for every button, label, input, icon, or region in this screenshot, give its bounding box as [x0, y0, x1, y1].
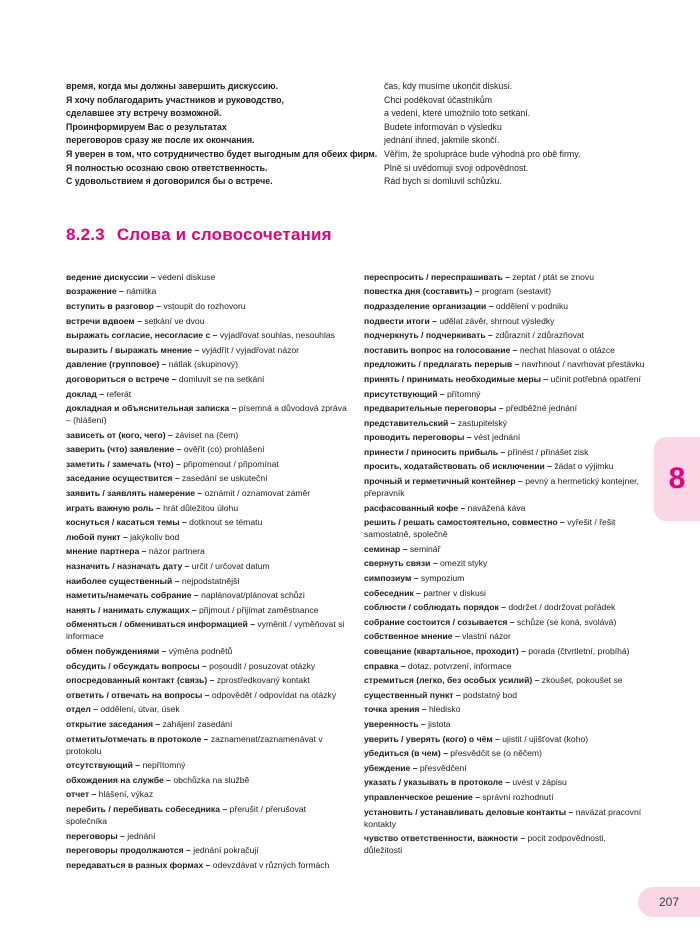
vocab-entry [66, 285, 348, 297]
vocab-term: заметить / замечать (что) – [66, 458, 184, 469]
vocab-term: докладная и объяснительная записка – [66, 403, 239, 414]
vocab-translation: naplánovat/plánovat schůzi [201, 590, 305, 601]
vocab-term: зависеть от (кого, чего) – [66, 429, 176, 440]
vocab-translation: zdůraznit / zdůrazňovat [495, 330, 585, 341]
vocab-entry [364, 747, 646, 759]
vocab-entry [66, 844, 348, 856]
vocab-term: отдел – [66, 704, 101, 715]
vocab-entry [66, 604, 348, 616]
vocab-translation: přijmout / přijímat zaměstnance [199, 604, 319, 615]
vocab-term: существенный пункт – [364, 689, 464, 700]
vocab-term: заседание осуществится – [66, 473, 182, 484]
vocab-translation: uvést v zápisu [512, 777, 567, 788]
vocab-translation: předběžné jednání [505, 403, 578, 414]
vocab-term: соблюсти / соблюдать порядок – [364, 602, 509, 613]
vocab-term: ведение дискуссии – [66, 271, 158, 282]
vocab-term: решить / решать самостоятельно, совместно – [364, 517, 568, 528]
vocab-translation: vést jednání [473, 432, 521, 443]
vocab-entry [364, 516, 646, 540]
vocab-entry [66, 560, 348, 572]
vocab-translation: setkání ve dvou [144, 315, 205, 326]
vocab-term: представительский – [364, 417, 458, 428]
vocab-entry [66, 344, 348, 356]
vocab-term: собеседник – [364, 587, 424, 598]
vocab-translation: ověřit (co) prohlášení [183, 444, 265, 455]
vocab-term: принять / принимать необходимые меры – [364, 373, 551, 384]
vocab-translation: písemná a důvodová zpráva – (hlášení) [66, 403, 347, 426]
vocab-term: коснуться / касаться темы – [66, 517, 190, 528]
vocab-entry [66, 472, 348, 484]
vocab-entry [364, 388, 646, 400]
vocab-term: открытие заседания – [66, 718, 163, 729]
vocab-entry [364, 806, 646, 830]
vocab-term: ответить / отвечать на вопросы – [66, 689, 212, 700]
vocab-translation: vstoupit do rozhovoru [163, 300, 246, 311]
vocab-translation: program (sestavit) [481, 286, 552, 297]
phrase-line-ru: С удовольствием я договорился бы о встрече. [66, 176, 273, 187]
vocab-entry [66, 803, 348, 827]
page-content [66, 80, 645, 873]
vocab-entry [66, 329, 348, 341]
vocab-term: заверить (что) заявление – [66, 444, 184, 455]
vocab-term: обменяться / обмениваться информацией – [66, 619, 258, 630]
vocab-translation: hlášení, výkaz [98, 789, 154, 800]
vocab-entry [364, 502, 646, 514]
vocab-entry [364, 762, 646, 774]
vocab-translation: nejpodstatnější [181, 575, 240, 586]
vocab-entry [66, 358, 348, 370]
phrase-line-ru: сделавшее эту встречу возможной. [66, 108, 222, 119]
vocab-entry [66, 300, 348, 312]
phrase-line-cs: Rád bych si domluvil schůzku. [384, 176, 502, 187]
vocab-term: симпозиум – [364, 573, 421, 584]
vocab-translation: vyměnit / vyměňovat si informace [66, 619, 345, 642]
vocab-term: играть важную роль – [66, 502, 164, 513]
vocab-right-column [364, 271, 646, 874]
vocab-term: обсудить / обсуждать вопросы – [66, 660, 210, 671]
vocab-translation: námitka [126, 286, 157, 297]
phrase-line-ru: Я хочу поблагодарить участников и руководство, [66, 94, 284, 105]
vocab-translation: zaznamenat/zaznamenávat v protokolu [66, 733, 323, 756]
vocab-entry [66, 458, 348, 470]
vocab-translation: oddělení v podniku [495, 300, 569, 311]
vocab-term: поставить вопрос на голосование – [364, 344, 520, 355]
vocab-entry [66, 788, 348, 800]
vocab-entry [66, 618, 348, 642]
vocab-entry [364, 446, 646, 458]
vocab-term: наметить/намечать собрание – [66, 590, 202, 601]
vocab-entry [364, 285, 646, 297]
vocab-entry [66, 502, 348, 514]
vocab-translation: domluvit se na setkání [178, 373, 265, 384]
vocab-entry [364, 572, 646, 584]
vocab-term: уверенность – [364, 718, 429, 729]
vocab-entry [364, 587, 646, 599]
phrase-line-ru: Я полностью осознаю свою ответственность. [66, 162, 268, 173]
vocab-translation: přesvědčit se (o něčem) [450, 748, 542, 759]
vocab-entry [66, 589, 348, 601]
vocab-entry [66, 660, 348, 672]
vocab-translation: přinést / přinášet zisk [507, 446, 589, 457]
vocab-entry [364, 358, 646, 370]
vocab-term: убеждение – [364, 762, 420, 773]
vocab-term: нанять / нанимать служащих – [66, 604, 200, 615]
vocab-translation: vedení diskuse [157, 271, 216, 282]
vocab-term: обмен побуждениями – [66, 646, 169, 656]
vocab-translation: připomenout / připomínat [183, 458, 279, 469]
vocab-term: уверить / уверять (кого) о чём – [364, 733, 503, 744]
vocab-entry [364, 543, 646, 555]
vocab-term: мнение партнера – [66, 546, 149, 557]
vocab-translation: udělat závěr, shrnout výsledky [439, 315, 555, 326]
vocab-entry [364, 703, 646, 715]
vocab-entry [66, 373, 348, 385]
vocab-translation: záviset na (čem) [175, 429, 239, 440]
vocab-entry [66, 271, 348, 283]
vocab-term: собственное мнение – [364, 631, 463, 642]
intro-russian-column [66, 80, 384, 189]
vocab-translation: sympozium [420, 573, 465, 584]
vocab-left-column [66, 271, 348, 874]
vocab-translation: nátlak (skupinový) [168, 359, 239, 370]
vocab-term: любой пункт – [66, 531, 131, 542]
vocab-term: справка – [364, 660, 408, 671]
chapter-tab [654, 437, 700, 521]
vocab-entry [364, 616, 646, 628]
vocab-translation: odpovědět / odpovídat na otázky [211, 689, 337, 700]
vocab-term: передаваться в разных формах – [66, 859, 213, 870]
vocab-translation: přerušit / přerušovat společníka [66, 803, 306, 826]
vocab-translation: oddělení, útvar, úsek [100, 704, 180, 715]
phrase-line-cs: jednání ihned, jakmile skončí. [384, 135, 500, 146]
vocab-translation: vyjádřit / vyjadřovat názor [201, 344, 300, 355]
vocab-term: заявить / заявлять намерение – [66, 488, 205, 499]
vocab-entry [66, 689, 348, 701]
vocab-term: просить, ходатайствовать об исключении – [364, 461, 555, 472]
vocab-entry [66, 402, 348, 426]
vocab-term: собрание состоится / созывается – [364, 616, 517, 627]
vocab-entry [66, 531, 348, 543]
vocab-entry [364, 329, 646, 341]
vocab-entry [364, 344, 646, 356]
vocab-term: свернуть связи – [364, 558, 441, 569]
phrase-line-cs: Věřím, že spolupráce bude výhodná pro obě firmy. [384, 148, 581, 159]
vocab-translation: učinit potřebná opatření [550, 373, 641, 384]
vocab-entry [66, 759, 348, 771]
phrase-line-ru: время, когда мы должны завершить дискуссию. [66, 81, 279, 91]
vocab-translation: výměna podnětů [168, 646, 233, 656]
vocab-term: повестка дня (составить) – [364, 286, 482, 297]
vocab-term: выражать согласие, несогласие с – [66, 330, 220, 341]
vocab-term: указать / указывать в протоколе – [364, 777, 513, 788]
vocab-term: подчеркнуть / подчеркивать – [364, 330, 496, 341]
vocab-term: присутствующий – [364, 388, 448, 399]
chapter-number: 8 [668, 462, 686, 495]
phrase-line-cs: čas, kdy musíme ukončit diskusi. [384, 81, 513, 91]
vocab-term: отметить/отмечать в протоколе – [66, 733, 211, 744]
vocab-translation: navázat pracovní kontakty [364, 806, 642, 829]
vocab-entry [364, 733, 646, 745]
vocab-term: прочный и герметичный контейнер – [364, 476, 526, 487]
vocab-translation: partner v diskusi [423, 587, 486, 598]
vocab-entry [364, 557, 646, 569]
vocab-translation: ujistit / ujišťovat (koho) [502, 733, 589, 744]
vocab-entry [364, 417, 646, 429]
vocab-term: давление (групповое) – [66, 359, 169, 370]
phrase-line-ru: Я уверен в том, что сотрудничество будет выгодным для обеих фирм. [66, 148, 378, 159]
vocab-entry [364, 431, 646, 443]
vocab-translation: dodržet / dodržovat pořádek [508, 602, 616, 613]
vocab-translation: vlastní názor [462, 631, 511, 642]
vocab-translation: jakýkoliv bod [130, 531, 180, 542]
vocab-term: управленческое решение – [364, 791, 483, 802]
vocab-translation: schůze (se koná, svolává) [516, 616, 617, 627]
vocab-entry [364, 373, 646, 385]
vocab-translation: dotknout se tématu [189, 517, 263, 528]
vocab-term: установить / устанавливать деловые контакты – [364, 806, 576, 817]
phrase-line-ru: Проинформируем Вас о результатах [66, 121, 227, 132]
vocab-translation: pevný a hermetický kontejner, přepravník [364, 476, 639, 499]
vocab-term: предварительные переговоры – [364, 403, 506, 414]
vocabulary-section [66, 271, 645, 874]
section-number: 8.2.3 [66, 224, 105, 244]
vocab-translation: přítomný [447, 388, 481, 399]
vocab-entry [364, 315, 646, 327]
vocab-translation: posoudit / posuzovat otázky [209, 660, 316, 671]
vocab-entry [66, 645, 348, 657]
vocab-term: принести / приносить прибыль – [364, 446, 508, 457]
vocab-entry [364, 475, 646, 499]
vocab-term: стремиться (легко, без особых усилий) – [364, 675, 542, 686]
vocab-term: обхождения на службе – [66, 774, 174, 785]
vocab-term: совещание (квартальное, проходит) – [364, 646, 529, 656]
section-heading [66, 225, 642, 245]
vocab-entry [66, 443, 348, 455]
vocab-term: отсутствующий – [66, 760, 143, 771]
vocab-translation: zeptat / ptát se znovu [512, 271, 594, 282]
vocab-translation: odevzdávat v různých formách [212, 859, 330, 870]
vocab-entry [66, 859, 348, 871]
vocab-translation: přesvědčení [419, 762, 467, 773]
vocab-translation: nepřítomný [142, 760, 186, 771]
vocab-term: переспросить / переспрашивать – [364, 271, 513, 282]
vocab-entry [364, 674, 646, 686]
phrase-line-cs: Budete informován o výsledku [384, 121, 502, 132]
phrase-line-cs: Chci poděkovat účastníkům [384, 94, 493, 105]
vocab-entry [364, 300, 646, 312]
vocab-translation: pocit zodpovědnosti, důležitosti [364, 833, 606, 856]
phrase-line-cs: Plně si uvědomuji svoji odpovědnost. [384, 162, 529, 173]
vocab-translation: oznámit / oznamovat záměr [204, 488, 311, 499]
vocab-translation: hledisko [428, 704, 461, 715]
vocab-entry [66, 703, 348, 715]
vocab-translation: zasedání se uskuteční [181, 473, 268, 484]
vocab-entry [66, 674, 348, 686]
vocab-entry [364, 791, 646, 803]
vocab-term: расфасованный кофе – [364, 502, 468, 513]
vocab-translation: porada (čtvrtletní, probíhá) [528, 646, 630, 656]
vocab-translation: dotaz, potvrzení, informace [407, 660, 512, 671]
vocab-entry [66, 718, 348, 730]
vocab-translation: omezit styky [440, 558, 488, 569]
vocab-translation: zahájení zasedání [162, 718, 233, 729]
vocab-entry [364, 402, 646, 414]
vocab-term: вступить в разговор – [66, 300, 164, 311]
vocab-term: подразделение организации – [364, 300, 496, 311]
phrase-line-cs: a vedení, které umožnilo toto setkání. [384, 108, 531, 119]
vocab-translation: hrát důležitou úlohu [163, 502, 239, 513]
vocab-translation: navrhnout / navrhovat přestávku [521, 359, 645, 370]
vocab-entry [364, 630, 646, 642]
vocab-term: опосредованный контакт (связь) – [66, 675, 217, 686]
vocab-translation: zprostředkovaný kontakt [216, 675, 310, 686]
vocab-translation: nechat hlasovat o otázce [519, 344, 615, 355]
vocab-entry [364, 689, 646, 701]
vocab-translation: podstatný bod [463, 689, 518, 700]
vocab-term: перебить / перебивать собеседника – [66, 803, 230, 814]
vocab-term: чувство ответственности, важности – [364, 833, 528, 844]
phrase-line-ru: переговоров сразу же после их окончания. [66, 135, 255, 146]
vocab-term: точка зрения – [364, 704, 429, 715]
vocab-term: переговоры продолжаются – [66, 845, 194, 856]
vocab-translation: jednání [127, 830, 156, 841]
vocab-term: возражение – [66, 286, 127, 297]
vocab-translation: názor partnera [148, 546, 205, 557]
vocab-term: доклад – [66, 388, 107, 399]
vocab-entry [66, 774, 348, 786]
vocab-term: отчет – [66, 789, 99, 800]
vocab-translation: určit / určovat datum [191, 561, 270, 572]
vocab-term: наиболее существенный – [66, 575, 182, 586]
vocab-term: назначить / назначать дату – [66, 561, 192, 572]
vocab-translation: správní rozhodnutí [482, 791, 554, 802]
vocab-entry [364, 460, 646, 472]
vocab-entry [66, 575, 348, 587]
vocab-entry [66, 487, 348, 499]
vocab-term: переговоры – [66, 830, 128, 841]
vocab-entry [66, 830, 348, 842]
vocab-term: проводить переговоры – [364, 432, 474, 443]
vocab-term: договориться о встрече – [66, 373, 179, 384]
vocab-entry [66, 388, 348, 400]
vocab-entry [364, 601, 646, 613]
vocab-term: убедиться (в чем) – [364, 748, 451, 759]
vocab-entry [66, 429, 348, 441]
vocab-translation: žádat o výjimku [554, 461, 614, 472]
vocab-translation: jednání pokračují [193, 845, 259, 856]
vocab-entry [66, 733, 348, 757]
vocab-entry [364, 660, 646, 672]
vocab-term: подвести итоги – [364, 315, 440, 326]
vocab-translation: zkoušet, pokoušet se [541, 675, 623, 686]
vocab-term: встречи вдвоем – [66, 315, 145, 326]
vocab-translation: referát [106, 388, 132, 399]
vocab-entry [66, 516, 348, 528]
vocab-translation: obchůzka na službě [173, 774, 250, 785]
vocab-translation: jistota [428, 718, 451, 729]
intro-czech-column [384, 80, 642, 189]
vocab-entry [66, 545, 348, 557]
page-number: 207 [638, 887, 700, 917]
vocab-entry [364, 776, 646, 788]
intro-section [66, 80, 642, 189]
vocab-entry [66, 315, 348, 327]
vocab-translation: zastupitelský [457, 417, 508, 428]
vocab-term: семинар – [364, 543, 410, 554]
vocab-term: предложить / предлагать перерыв – [364, 359, 522, 370]
vocab-translation: vyjadřovat souhlas, nesouhlas [219, 330, 335, 341]
vocab-translation: seminář [409, 543, 441, 554]
section-title: Слова и словосочетания [116, 224, 332, 244]
vocab-entry [364, 718, 646, 730]
vocab-entry [364, 832, 646, 856]
vocab-entry [364, 271, 646, 283]
vocab-translation: vyřešit / řešit samostatně, společně [364, 517, 616, 540]
vocab-entry [364, 645, 646, 657]
vocab-term: выразить / выражать мнение – [66, 344, 202, 355]
vocab-translation: navážená káva [467, 502, 526, 513]
